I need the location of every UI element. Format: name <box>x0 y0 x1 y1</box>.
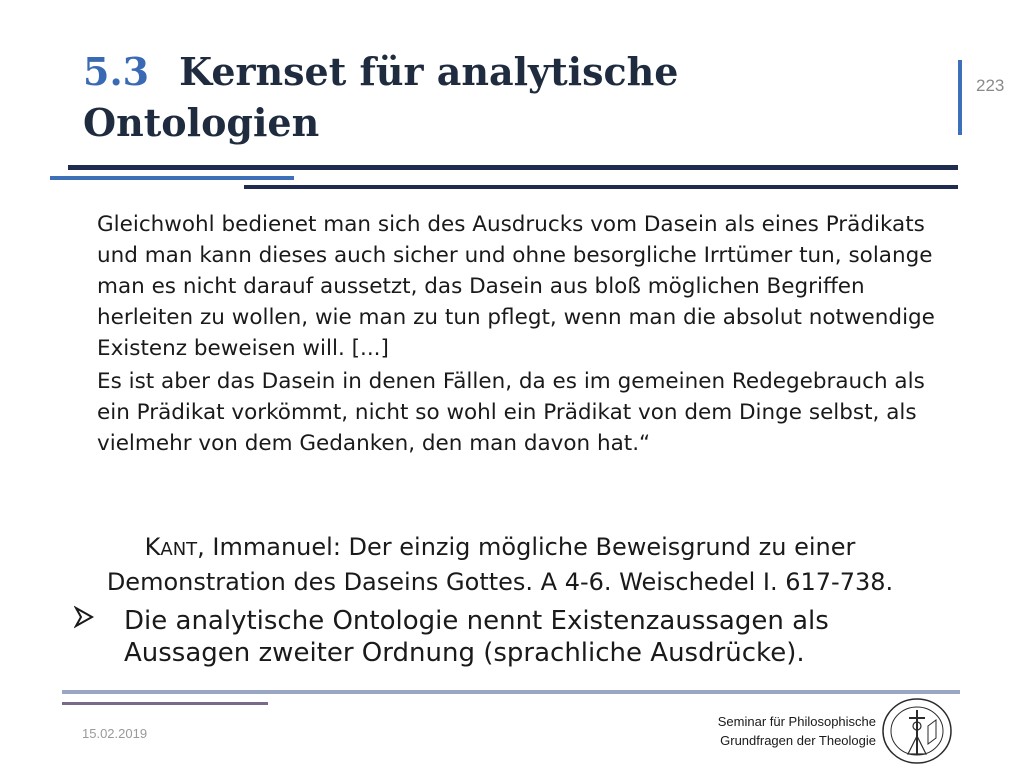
header-rule-navy <box>68 165 958 170</box>
bullet-item <box>74 605 944 669</box>
citation <box>60 531 940 599</box>
footer-date: 15.02.2019 <box>82 726 148 741</box>
citation-author-rest: ANT <box>160 539 198 560</box>
slide-title <box>83 46 943 148</box>
citation-author-initial: K <box>144 533 161 561</box>
quote-paragraph-2: Es ist aber das Dasein in denen Fällen, da es im gemeinen Redegebrauch als ein Prädikat vorkömmt, nicht so wohl ein Prädikat von dem Dinge selbst, als vielmehr von dem Gedanken, den man davon hat.“ <box>97 369 925 456</box>
institution-line-2: Grundfragen der Theologie <box>720 733 876 748</box>
title-line-1: Kernset für analytische <box>179 49 679 94</box>
university-seal-icon <box>880 696 954 766</box>
section-number: 5.3 <box>83 49 150 94</box>
header-rule-blue <box>50 176 294 180</box>
quote-block <box>97 209 957 459</box>
footer-institution <box>700 712 876 750</box>
footer-rule-short <box>62 702 268 705</box>
citation-line-1: , Immanuel: Der einzig mögliche Beweisgrund zu einer <box>197 533 856 561</box>
page-number: 223 <box>976 76 1005 95</box>
header-rule-navy-lower <box>244 185 958 189</box>
quote-paragraph-1: Gleichwohl bedienet man sich des Ausdrucks vom Dasein als eines Prädikats und man kann dieses auch sicher und ohne besorgliche Irrtümer tun, solange man es nicht darauf aussetzt, das Dasein aus bloß möglichen Begriffen herleiten zu wollen, wie man zu tun pflegt, wenn man die absolut notwendige Existenz beweisen will. [...] <box>97 212 935 361</box>
footer-rule <box>62 690 960 694</box>
citation-line-2: Demonstration des Daseins Gottes. A 4-6. Weischedel I. 617-738. <box>106 568 894 596</box>
arrow-bullet-icon <box>74 605 96 639</box>
title-line-2: Ontologien <box>83 100 320 145</box>
page-number-divider <box>958 60 962 135</box>
bullet-text: Die analytische Ontologie nennt Existenzaussagen als Aussagen zweiter Ordnung (sprachliche Ausdrücke). <box>124 606 829 668</box>
institution-line-1: Seminar für Philosophische <box>717 714 876 729</box>
